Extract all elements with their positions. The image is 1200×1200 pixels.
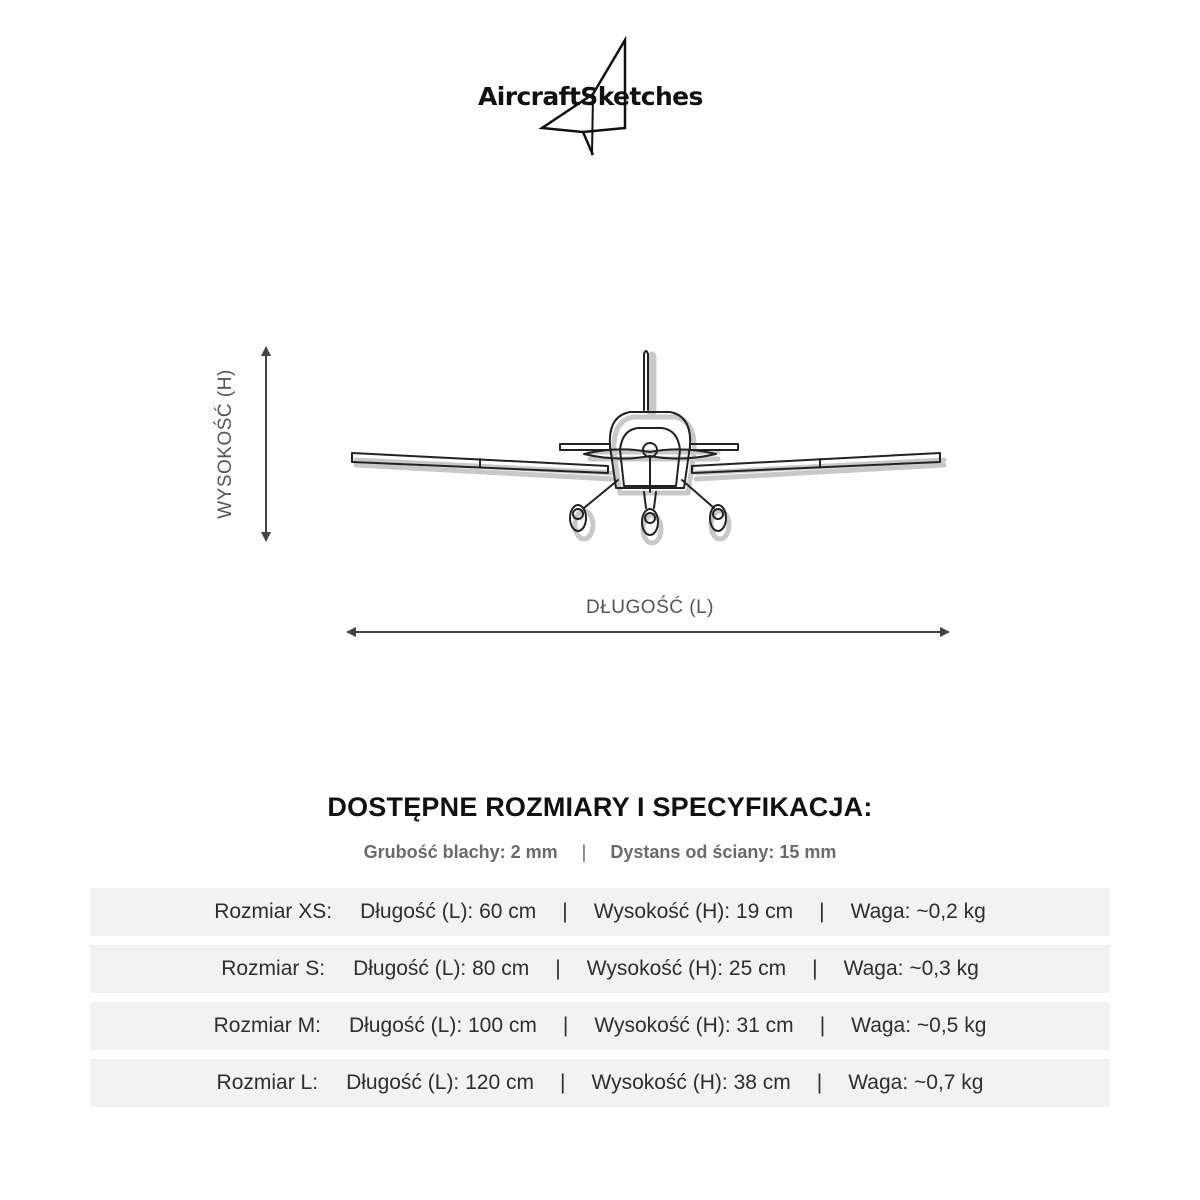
material-specs [0,842,1200,863]
size-length: Długość (L): 120 cm [346,1071,534,1094]
size-name: Rozmiar L: [216,1071,319,1094]
size-row-s [90,945,1110,993]
row-separator: | [555,957,561,980]
row-separator: | [812,957,818,980]
sizes-table [90,888,1110,1116]
row-separator: | [562,1014,569,1037]
sheet-thickness: Grubość blachy: 2 mm [363,842,558,862]
row-separator: | [562,900,568,923]
size-height: Wysokość (H): 38 cm [591,1071,791,1094]
sizes-section-title: DOSTĘPNE ROZMIARY I SPECYFIKACJA: [327,792,873,822]
size-length: Długość (L): 80 cm [353,957,530,980]
size-weight: Waga: ~0,3 kg [843,957,979,980]
size-row-l [90,1059,1110,1107]
specs-separator: | [581,842,587,862]
size-row-xs [90,888,1110,936]
aircraft-artwork [340,340,960,570]
row-separator: | [559,1071,566,1094]
row-separator: | [816,1071,823,1094]
height-label: WYSOKOŚĆ (H) [215,369,236,519]
height-dimension-arrow [250,346,280,542]
length-label: DŁUGOŚĆ (L) [586,597,714,618]
wall-distance: Dystans od ściany: 15 mm [610,842,837,862]
size-row-m [90,1002,1110,1050]
row-separator: | [819,1014,826,1037]
aircraft-front-view-icon [340,340,960,570]
size-name: Rozmiar M: [213,1014,321,1037]
size-weight: Waga: ~0,7 kg [848,1071,984,1094]
size-weight: Waga: ~0,5 kg [851,1014,987,1037]
size-length: Długość (L): 100 cm [348,1014,537,1037]
size-height: Wysokość (H): 31 cm [594,1014,794,1037]
size-length: Długość (L): 60 cm [360,900,537,923]
size-height: Wysokość (H): 19 cm [593,900,794,923]
brand-logo [470,36,730,160]
length-dimension-arrow [344,620,954,644]
size-name: Rozmiar XS: [214,900,333,923]
size-name: Rozmiar S: [221,957,326,980]
row-separator: | [819,900,825,923]
size-height: Wysokość (H): 25 cm [586,957,787,980]
brand-name: AircraftSketches [478,82,703,111]
size-weight: Waga: ~0,2 kg [850,900,986,923]
